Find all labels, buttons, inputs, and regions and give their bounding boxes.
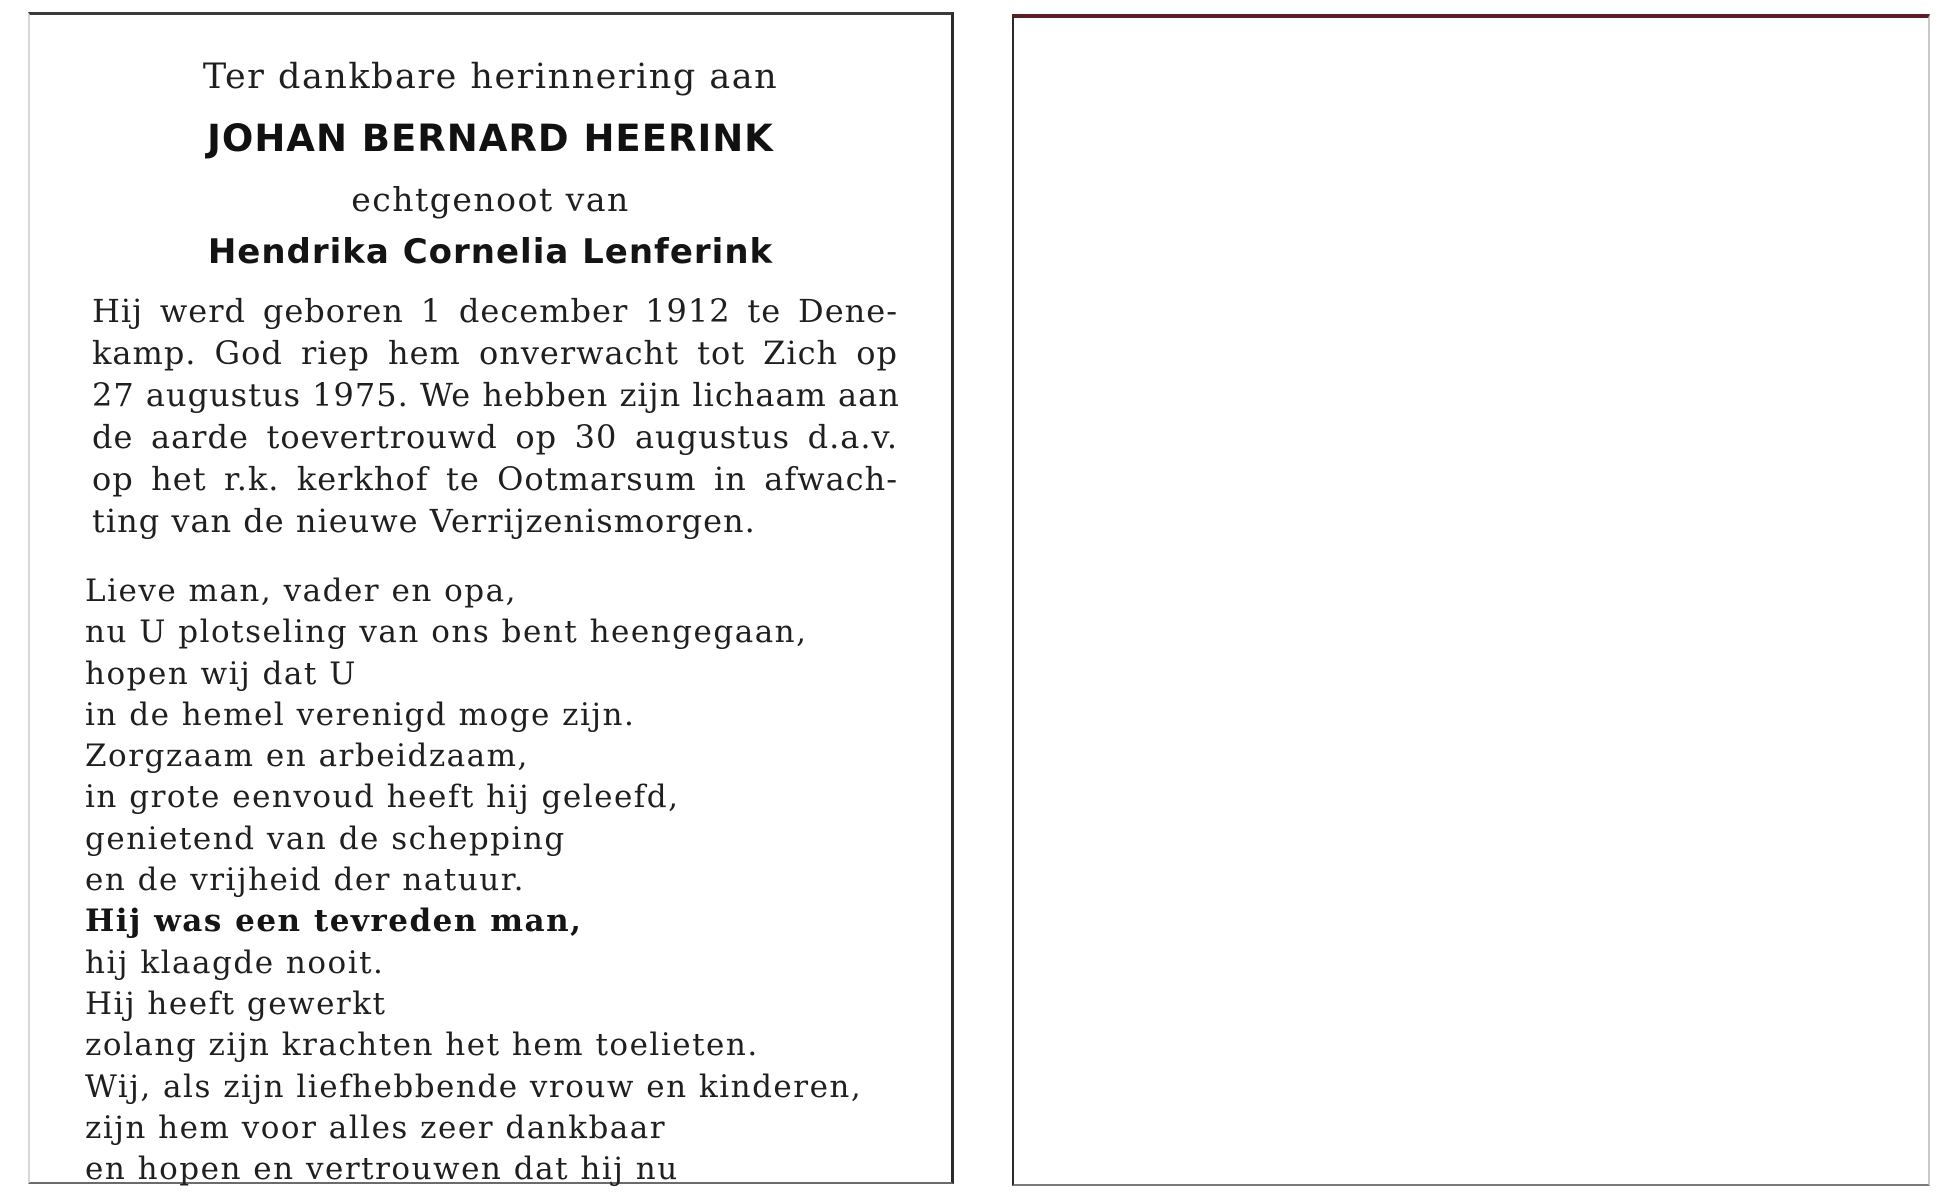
poem-line: hij klaagde nooit. (85, 944, 385, 981)
poem-line: en hopen en vertrouwen dat hij nu (85, 1151, 679, 1188)
bio-line: Hij werd geboren 1 december 1912 te Dene- (92, 292, 898, 330)
poem-line: genietend van de schepping (85, 820, 566, 857)
bio-line: op het r.k. kerkhof te Ootmarsum in afwach- (92, 460, 898, 498)
bio-line: de aarde toevertrouwd op 30 augustus d.a.v. (92, 418, 898, 456)
biography-paragraph (92, 290, 898, 542)
relation-text: echtgenoot van (351, 180, 630, 219)
bio-line: ting van de nieuwe Verrijzenismorgen. (92, 502, 756, 540)
poem-line: Lieve man, vader en opa, (85, 573, 517, 609)
poem-line: hopen wij dat U (85, 655, 357, 692)
poem-line: Zorgzaam en arbeidzaam, (85, 738, 529, 775)
poem-line: Hij was een tevreden man, (85, 903, 583, 940)
poem-line: Hij heeft gewerkt (85, 985, 387, 1022)
poem-line: zijn hem voor alles zeer dankbaar (85, 1109, 667, 1146)
poem-verse (85, 571, 945, 1190)
poem-line: zolang zijn krachten het hem toelieten. (85, 1027, 759, 1064)
memorial-card-back (1012, 14, 1930, 1186)
bio-line: 27 augustus 1975. We hebben zijn lichaam aan (92, 376, 900, 414)
poem-line: Wij, als zijn liefhebbende vrouw en kinderen, (85, 1068, 863, 1105)
poem-line: in de hemel verenigd moge zijn. (85, 696, 636, 733)
poem-line: nu U plotseling van ons bent heengegaan, (85, 614, 808, 651)
intro-text: Ter dankbare herinnering aan (202, 57, 779, 97)
poem-line: in grote eenvoud heeft hij geleefd, (85, 779, 680, 816)
bio-line: kamp. God riep hem onverwacht tot Zich op (92, 334, 898, 372)
spouse-name: Hendrika Cornelia Lenferink (207, 232, 774, 272)
poem-line: en de vrijheid der natuur. (85, 862, 525, 899)
memorial-card-front (28, 12, 954, 1188)
deceased-name: JOHAN BERNARD HEERINK (207, 117, 774, 160)
